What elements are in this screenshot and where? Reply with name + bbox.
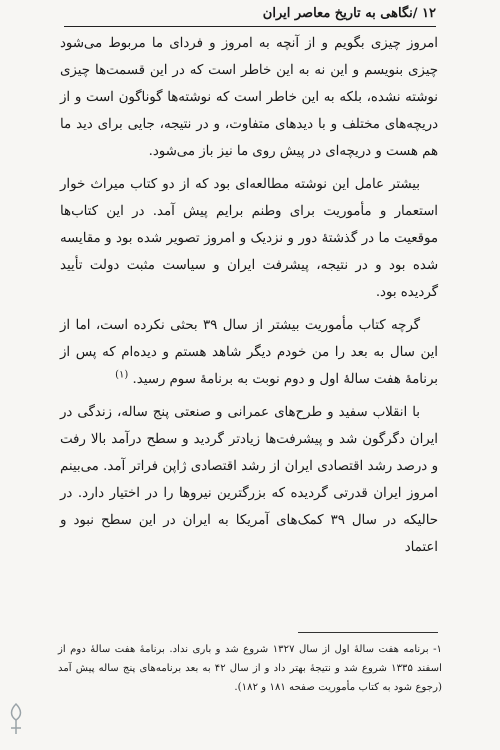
footnote-text: ۱- برنامه هفت سالهٔ اول از سال ۱۳۲۷ شروع شد و باری نداد. برنامهٔ هفت سالهٔ دوم از اسفند ۱۳۳۵ شروع شد و نتیجهٔ بهتر داد و از سال ۴۲ به بعد برنامه‌های پنج ساله پیش آمد (رجوع شود به کتاب مأموریت صفحه ۱۸۱ و ۱۸۲).: [58, 644, 442, 693]
header-divider: [64, 26, 436, 27]
paragraph-2: بیشتر عامل این نوشته مطالعه‌ای بود که از دو کتاب میراث خوار استعمار و مأموریت برای وطنم برایم پیش آمد. در این کتاب‌ها موقعیت ما در گذشتهٔ دور و نزدیک و امروز تصویر شده بود و مقایسه شده بود و در نتیجه، پیشرفت ایران و سیاست مثبت دولت تأیید گردیده بود.: [60, 177, 438, 300]
paragraph-3-text: گرچه کتاب مأموریت بیشتر از سال ۳۹ بحثی نکرده است، اما از این سال به بعد را من خودم دیگر شاهد هستم و دیده‌ام که پس از برنامهٔ هفت سالهٔ اول و دوم نوبت به برنامهٔ سوم رسید.: [60, 318, 438, 387]
paragraph-1: امروز چیزی بگویم و از آنچه به امروز و فردای ما مربوط می‌شود چیزی بنویسم و این نه به این خاطر است که در این قسمت‌ها چیزی نوشته نشده، بلکه به این خاطر است که نوشته‌ها گوناگون است و از دریچه‌های مختلف و با دیدهای متفاوت، و در نتیجه، جایی برای دید ما هم هست و دریچه‌ای در پیش روی ما نیز باز می‌شود.: [60, 36, 438, 159]
paragraph-4: با انقلاب سفید و طرح‌های عمرانی و صنعتی پنج ساله، زندگی در ایران دگرگون شد و پیشرفت‌ها زیادتر گردید و سطح درآمد بالا رفت و درصد رشد اقتصادی ایران از رشد اقتصادی ژاپن فراتر آمد. می‌بینم امروز ایران قدرتی گردیده که بزرگترین نیروها را در اختیار دارد. در حالیکه در سال ۳۹ کمک‌های آمریکا به ایران در این سطح نبود و اعتماد: [60, 405, 438, 555]
footnote-divider: [298, 632, 438, 633]
paragraph-3: [60, 312, 438, 393]
footnote: [58, 640, 442, 697]
footnote-reference: (۱): [115, 369, 129, 381]
running-head: ۱۲ /نگاهی به تاریخ معاصر ایران: [262, 6, 436, 21]
main-text: [60, 30, 438, 567]
publisher-logo-icon: [6, 702, 26, 736]
